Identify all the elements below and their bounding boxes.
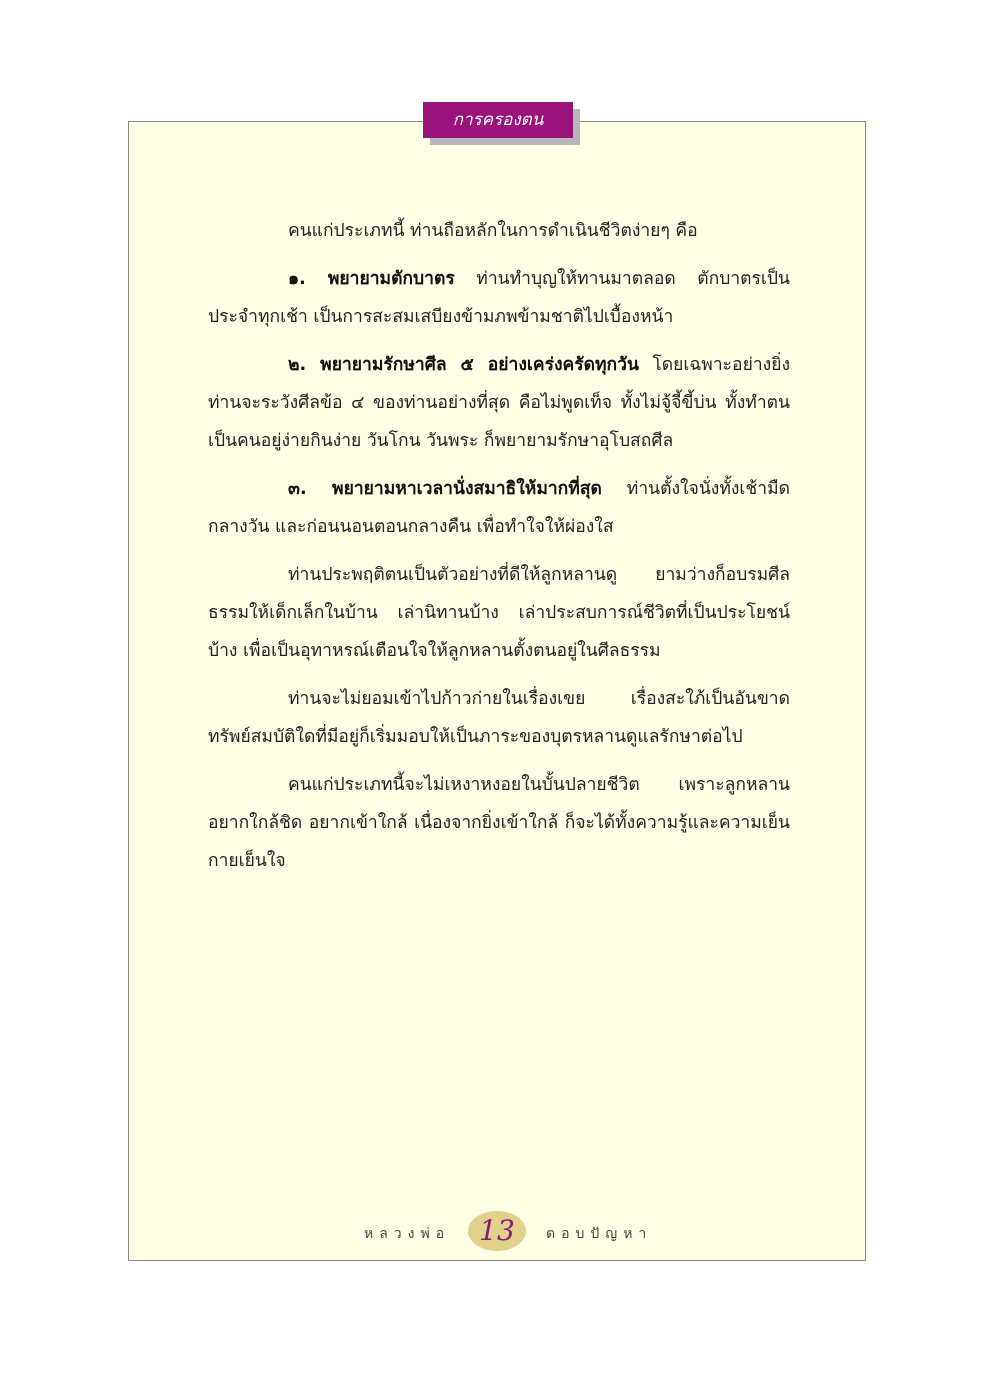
paragraph-intro bbox=[208, 212, 790, 250]
body-text bbox=[208, 212, 790, 890]
paragraph-text: ท่านจะไม่ยอมเข้าไปก้าวก่ายในเรื่องเขย เรื่องสะใภ้เป็นอันขาด ทรัพย์สมบัติใดที่มีอยู่ก็เริ่มมอบให้เป็นภาระของบุตรหลานดูแลรักษาต่อไป bbox=[208, 689, 790, 747]
paragraph-conclusion bbox=[208, 766, 790, 880]
item-heading: ๒. พยายามรักษาศีล ๕ อย่างเคร่งครัดทุกวัน bbox=[288, 355, 639, 375]
footer-left-text: หลวงพ่อ bbox=[364, 1226, 451, 1242]
paragraph-text: ท่านทำบุญให้ทานมาตลอด ตักบาตรเป็นประจำทุกเช้า เป็นการสะสมเสบียงข้ามภพข้ามชาติไปเบื้องหน้า bbox=[208, 269, 790, 327]
page-number-badge: 13 bbox=[468, 1211, 526, 1251]
paragraph-item-2 bbox=[208, 346, 790, 460]
paragraph-family bbox=[208, 680, 790, 756]
item-heading: ๑. พยายามตักบาตร bbox=[288, 269, 455, 289]
paragraph-text: คนแก่ประเภทนี้จะไม่เหงาหงอยในบั้นปลายชีวิต เพราะลูกหลานอยากใกล้ชิด อยากเข้าใกล้ เนื่องจากยิ่งเข้าใกล้ ก็จะได้ทั้งความรู้และความเย็นกายเย็นใจ bbox=[208, 775, 790, 871]
paragraph-text: ท่านประพฤติตนเป็นตัวอย่างที่ดีให้ลูกหลานดู ยามว่างก็อบรมศีลธรรมให้เด็กเล็กในบ้าน เล่านิทานบ้าง เล่าประสบการณ์ชีวิตที่เป็นประโยชน์บ้าง เพื่อเป็นอุทาหรณ์เตือนใจให้ลูกหลานตั้งตนอยู่ในศีลธรรม bbox=[208, 565, 790, 661]
page-footer bbox=[128, 1207, 866, 1257]
item-heading: ๓. พยายามหาเวลานั่งสมาธิให้มากที่สุด bbox=[288, 479, 602, 499]
paragraph-item-3 bbox=[208, 470, 790, 546]
section-title: การครองตน bbox=[423, 102, 573, 138]
paragraph-text: คนแก่ประเภทนี้ ท่านถือหลักในการดำเนินชีวิตง่ายๆ คือ bbox=[288, 221, 698, 241]
paragraph-text: ท่านตั้งใจนั่งทั้งเช้ามืด กลางวัน และก่อนนอนตอนกลางคืน เพื่อทำใจให้ผ่องใส bbox=[208, 479, 790, 537]
paragraph-text: โดยเฉพาะอย่างยิ่งท่านจะระวังศีลข้อ ๔ ของท่านอย่างที่สุด คือไม่พูดเท็จ ทั้งไม่จู้จี้ขี้บ่น ทั้งทำตนเป็นคนอยู่ง่ายกินง่าย วันโกน วันพระ ก็พยายามรักษาอุโบสถศีล bbox=[208, 355, 790, 451]
paragraph-item-1 bbox=[208, 260, 790, 336]
footer-right-text: ตอบปัญหา bbox=[546, 1226, 653, 1242]
paragraph-example bbox=[208, 556, 790, 670]
